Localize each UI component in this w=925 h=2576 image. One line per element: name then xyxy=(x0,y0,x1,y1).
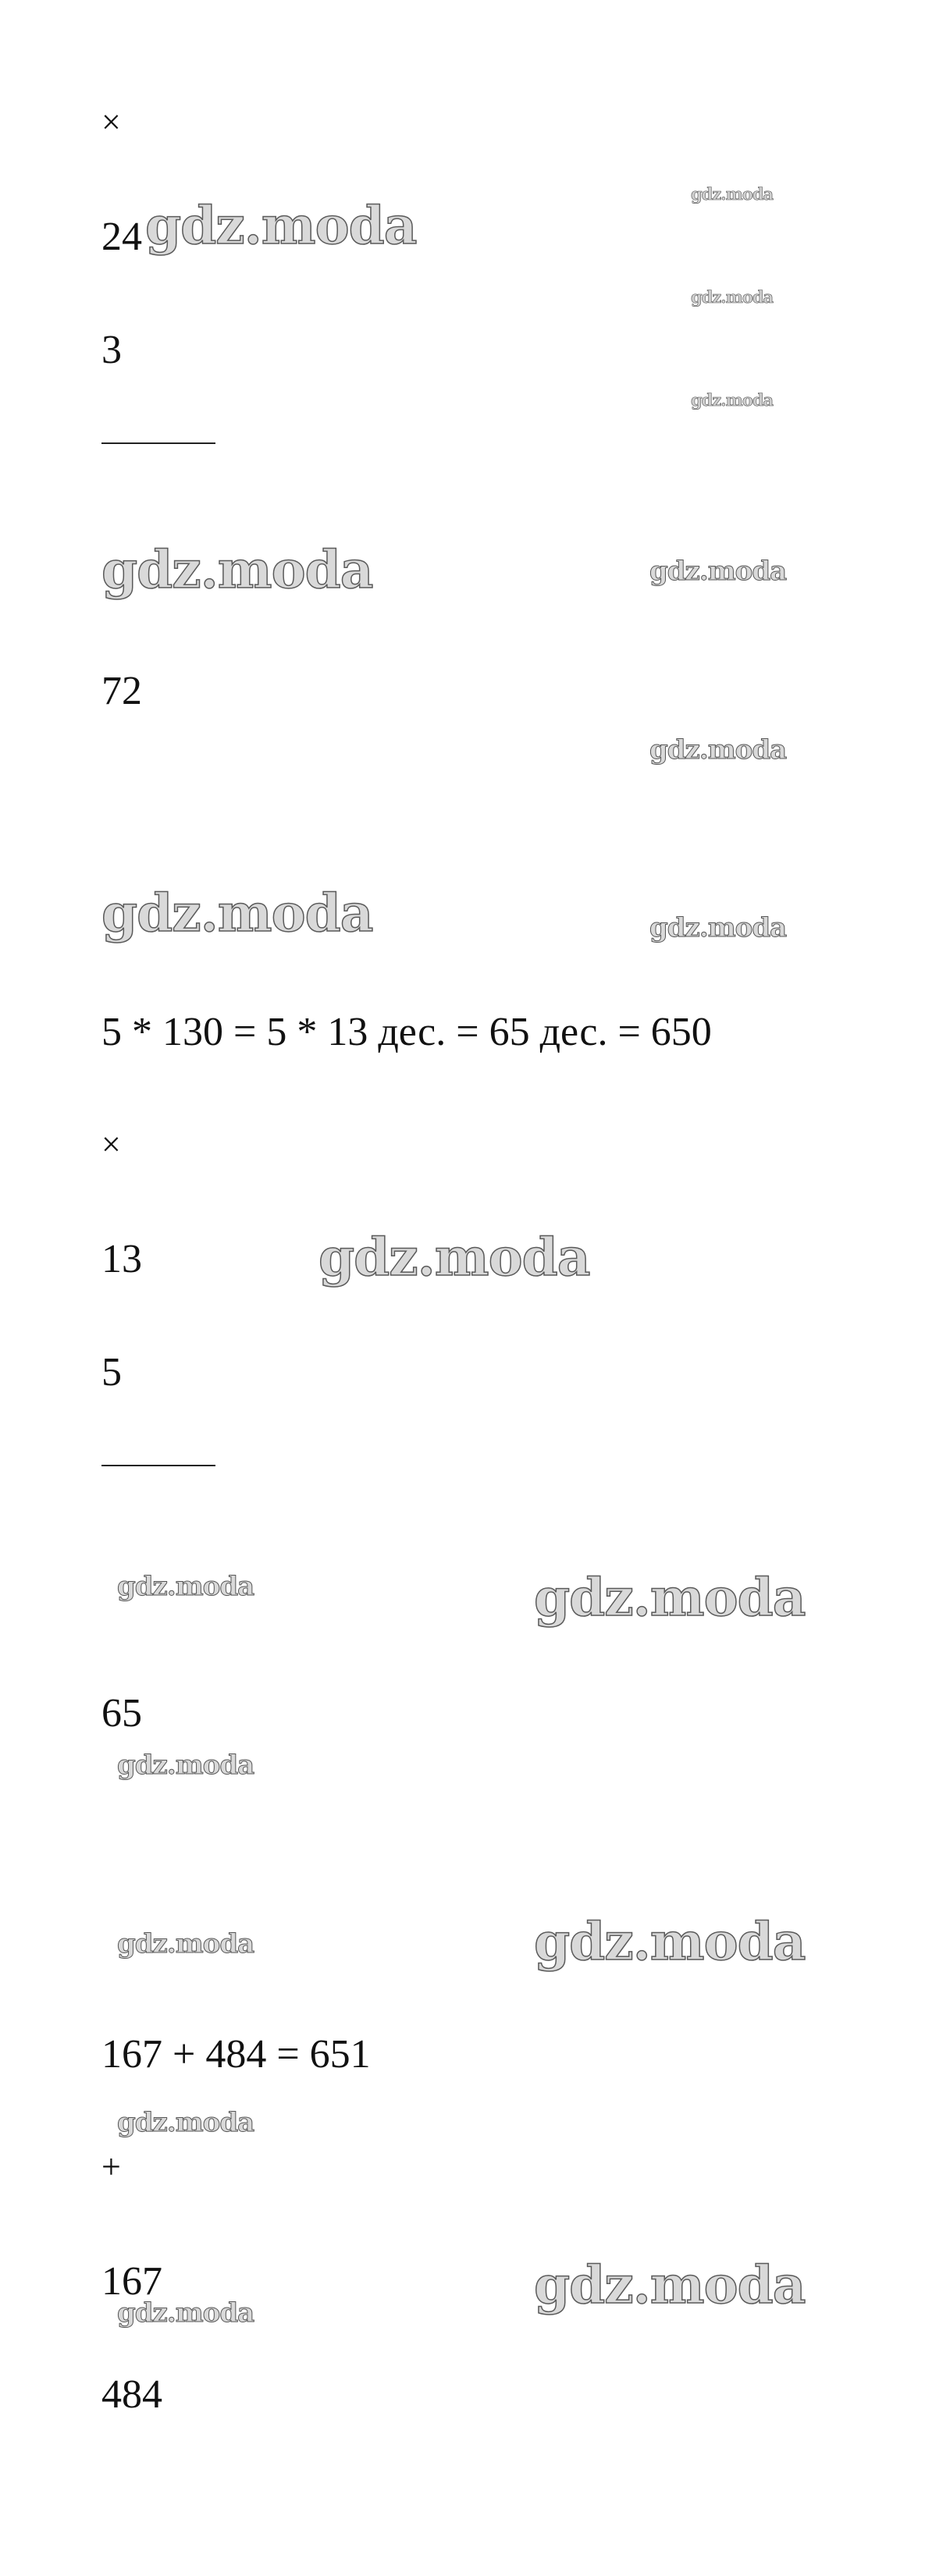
watermark-logo: gdz.moda xyxy=(117,1571,254,1602)
multiplicand-1: 24 xyxy=(101,215,142,259)
watermark-logo: gdz.moda xyxy=(101,539,373,600)
watermark-logo: gdz.moda xyxy=(101,883,373,943)
watermark-logo: gdz.moda xyxy=(117,2107,254,2138)
product-1: 72 xyxy=(101,669,142,713)
addend-2: 484 xyxy=(101,2372,162,2417)
equation-1: 5 * 130 = 5 * 13 дес. = 65 дес. = 650 xyxy=(101,1010,712,1054)
multiplier-2: 5 xyxy=(101,1350,122,1395)
watermark-logo: gdz.moda xyxy=(649,912,787,943)
watermark-logo: gdz.moda xyxy=(691,184,774,204)
plus-operator: + xyxy=(101,2148,121,2186)
addend-1: 167 xyxy=(101,2259,162,2304)
watermark-logo: gdz.moda xyxy=(318,1227,590,1288)
multiplier-1: 3 xyxy=(101,328,122,372)
watermark-logo: gdz.moda xyxy=(117,1750,254,1781)
watermark-logo: gdz.moda xyxy=(117,2297,254,2329)
watermark-logo: gdz.moda xyxy=(691,287,774,307)
watermark-logo: gdz.moda xyxy=(691,390,774,410)
watermark-logo: gdz.moda xyxy=(534,1567,806,1628)
watermark-logo: gdz.moda xyxy=(649,556,787,587)
multiplicand-2: 13 xyxy=(101,1237,142,1281)
column-rule-2 xyxy=(101,1465,215,1466)
watermark-logo: gdz.moda xyxy=(117,1928,254,1960)
watermark-logo: gdz.moda xyxy=(145,195,417,256)
product-2: 65 xyxy=(101,1691,142,1736)
watermark-logo: gdz.moda xyxy=(534,1911,806,1972)
multiply-operator-1: × xyxy=(101,103,121,141)
multiply-operator-2: × xyxy=(101,1125,121,1164)
column-rule-1 xyxy=(101,442,215,444)
equation-2: 167 + 484 = 651 xyxy=(101,2032,371,2077)
watermark-logo: gdz.moda xyxy=(534,2254,806,2315)
watermark-logo: gdz.moda xyxy=(649,734,787,766)
